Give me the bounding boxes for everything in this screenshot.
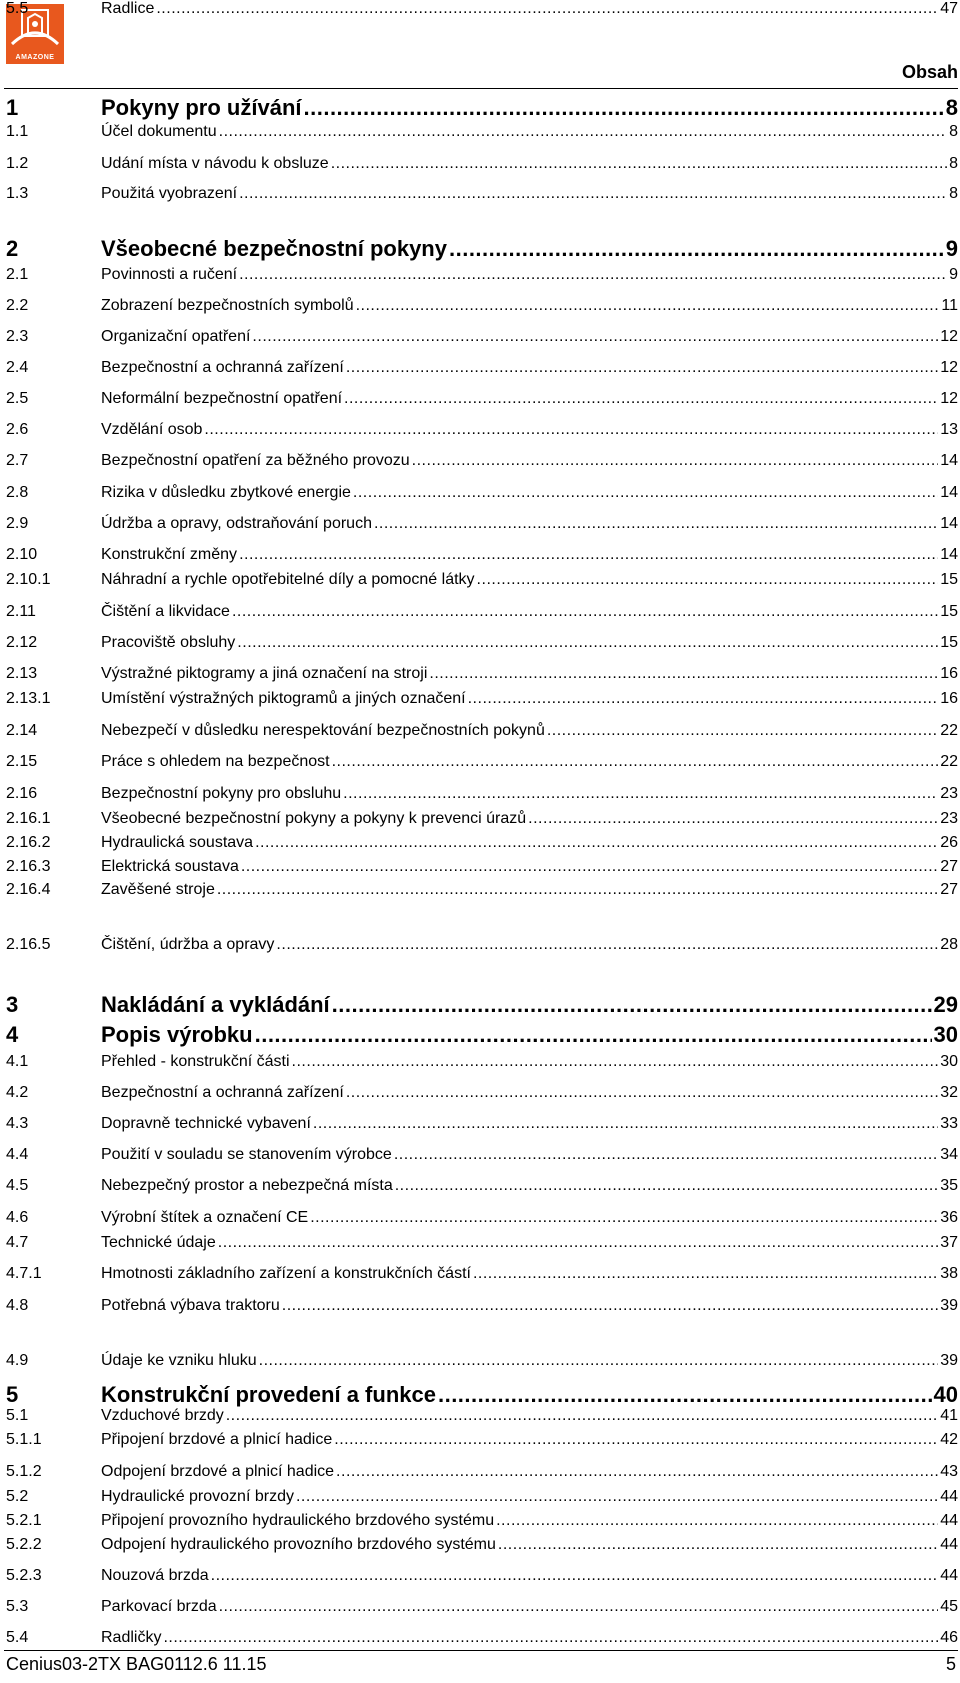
toc-entry-title: Připojení brzdové a plnicí hadice <box>101 1431 333 1448</box>
toc-entry-number: 2.11 <box>6 603 36 620</box>
toc-entry-number: 2.6 <box>6 421 29 438</box>
toc-dot-leader <box>276 936 938 954</box>
toc-dot-leader <box>353 484 938 502</box>
toc-entry-number: 5.1.1 <box>6 1431 42 1448</box>
toc-entry-number: 5.2.1 <box>6 1512 42 1529</box>
toc-entry-page: 32 <box>940 1084 958 1101</box>
page-header-title: Obsah <box>901 62 958 82</box>
toc-entry-number: 2.9 <box>6 515 29 532</box>
toc-entry-page: 9 <box>945 236 958 261</box>
toc-dot-leader <box>343 785 938 803</box>
toc-entry[interactable] <box>6 936 958 954</box>
toc-entry-page: 44 <box>940 1567 958 1584</box>
toc-entry-title: Umístění výstražných piktogramů a jiných označení <box>101 690 466 707</box>
toc-entry-page: 22 <box>940 753 958 770</box>
toc-entry-page: 22 <box>940 722 958 739</box>
toc-entry[interactable] <box>6 452 958 470</box>
toc-entry-number: 2.16 <box>6 785 38 802</box>
toc-dot-leader <box>232 603 938 621</box>
toc-entry-page: 44 <box>940 1536 958 1553</box>
toc-entry-number: 2.16.5 <box>6 936 51 953</box>
toc-entry[interactable] <box>6 1022 958 1048</box>
toc-entry[interactable] <box>6 1053 958 1071</box>
toc-entry[interactable] <box>6 1407 958 1425</box>
toc-entry[interactable] <box>6 810 958 828</box>
toc-entry-page: 44 <box>940 1512 958 1529</box>
toc-entry-title: Elektrická soustava <box>101 858 239 875</box>
toc-entry-title: Bezpečnostní a ochranná zařízení <box>101 359 344 376</box>
toc-entry-page: 12 <box>940 328 958 345</box>
toc-entry-number: 5.5 <box>6 0 29 17</box>
toc-entry-title: Zavěšené stroje <box>101 881 215 898</box>
toc-entry-title: Povinnosti a ručení <box>101 266 238 283</box>
toc-entry-title: Výstražné piktogramy a jiná označení na stroji <box>101 665 428 682</box>
toc-entry-title: Všeobecné bezpečnostní pokyny a pokyny k prevenci úrazů <box>101 810 527 827</box>
toc-entry-title: Hmotnosti základního zařízení a konstrukčních částí <box>101 1265 471 1282</box>
toc-entry-number: 4.5 <box>6 1177 29 1194</box>
toc-entry-title: Radličky <box>101 1629 162 1646</box>
toc-entry[interactable] <box>6 484 958 502</box>
toc-entry-page: 41 <box>940 1407 958 1424</box>
toc-entry-title: Nakládání a vykládání <box>101 992 330 1017</box>
toc-entry-number: 5.3 <box>6 1598 29 1615</box>
toc-dot-leader <box>498 1536 938 1554</box>
toc-entry-title: Bezpečnostní a ochranná zařízení <box>101 1084 344 1101</box>
toc-entry-page: 37 <box>940 1234 958 1251</box>
toc-dot-leader <box>292 1053 939 1071</box>
toc-entry-number: 2.1 <box>6 266 29 283</box>
toc-entry-title: Bezpečnostní pokyny pro obsluhu <box>101 785 342 802</box>
toc-entry-page: 15 <box>940 603 958 620</box>
toc-entry-title: Vzduchové brzdy <box>101 1407 224 1424</box>
toc-entry[interactable] <box>6 1146 958 1164</box>
toc-entry-number: 2.10.1 <box>6 571 51 588</box>
toc-entry-title: Nouzová brzda <box>101 1567 209 1584</box>
toc-entry-page: 12 <box>940 359 958 376</box>
toc-entry[interactable] <box>6 123 958 141</box>
toc-entry-number: 4.1 <box>6 1053 29 1070</box>
toc-entry-page: 14 <box>940 484 958 501</box>
toc-entry-title: Parkovací brzda <box>101 1598 217 1615</box>
toc-entry-title: Hydraulické provozní brzdy <box>101 1488 294 1505</box>
footer-document-id: Cenius03-2TX BAG0112.6 11.15 <box>6 1654 267 1674</box>
toc-entry[interactable] <box>6 515 958 533</box>
toc-entry-number: 5.2 <box>6 1488 29 1505</box>
toc-entry[interactable] <box>6 0 958 18</box>
toc-entry-title: Dopravně technické vybavení <box>101 1115 311 1132</box>
toc-entry-title: Výrobní štítek a označení CE <box>101 1209 309 1226</box>
toc-dot-leader <box>259 1352 939 1370</box>
toc-entry-page: 12 <box>940 390 958 407</box>
toc-entry-number: 2.3 <box>6 328 29 345</box>
toc-entry-number: 2.7 <box>6 452 29 469</box>
toc-entry[interactable] <box>6 722 958 740</box>
toc-entry[interactable] <box>6 95 958 121</box>
toc-dot-leader <box>344 390 938 408</box>
toc-entry-title: Čištění, údržba a opravy <box>101 936 275 953</box>
toc-entry[interactable] <box>6 634 958 652</box>
toc-dot-leader <box>282 1297 938 1315</box>
toc-dot-leader <box>356 297 940 315</box>
toc-entry-number: 2 <box>6 236 19 261</box>
toc-entry-page: 28 <box>940 936 958 953</box>
toc-entry-number: 2.16.2 <box>6 834 51 851</box>
toc-entry[interactable] <box>6 603 958 621</box>
toc-entry[interactable] <box>6 546 958 564</box>
toc-dot-leader <box>346 1084 938 1102</box>
toc-entry-title: Vzdělání osob <box>101 421 203 438</box>
toc-entry-number: 5 <box>6 1382 19 1407</box>
toc-dot-leader <box>296 1488 938 1506</box>
toc-entry-title: Odpojení hydraulického provozního brzdového systému <box>101 1536 496 1553</box>
toc-entry[interactable] <box>6 297 958 315</box>
toc-entry[interactable] <box>6 665 958 683</box>
toc-dot-leader <box>211 1567 939 1585</box>
toc-dot-leader <box>237 634 938 652</box>
toc-dot-leader <box>374 515 938 533</box>
toc-dot-leader <box>304 95 944 121</box>
toc-entry-page: 46 <box>940 1629 958 1646</box>
toc-entry-number: 4.2 <box>6 1084 29 1101</box>
toc-entry-number: 4.7.1 <box>6 1265 42 1282</box>
toc-entry-title: Přehled - konstrukční části <box>101 1053 290 1070</box>
toc-dot-leader <box>473 1265 938 1283</box>
toc-entry-page: 47 <box>940 0 958 17</box>
toc-dot-leader <box>239 266 947 284</box>
toc-entry-page: 8 <box>949 155 958 172</box>
toc-entry-page: 27 <box>940 881 958 898</box>
toc-entry-title: Zobrazení bezpečnostních symbolů <box>101 297 354 314</box>
toc-entry-page: 36 <box>940 1209 958 1226</box>
toc-entry-page: 9 <box>949 266 958 283</box>
toc-dot-leader <box>239 546 938 564</box>
toc-dot-leader <box>313 1115 938 1133</box>
toc-dot-leader <box>346 359 938 377</box>
toc-entry-number: 4.9 <box>6 1352 29 1369</box>
toc-entry[interactable] <box>6 1536 958 1554</box>
toc-entry-title: Pokyny pro užívání <box>101 95 302 120</box>
toc-dot-leader <box>204 421 938 439</box>
toc-dot-leader <box>394 1146 938 1164</box>
toc-entry[interactable] <box>6 266 958 284</box>
toc-entry-number: 2.4 <box>6 359 29 376</box>
toc-dot-leader <box>477 571 939 589</box>
toc-entry-title: Použití v souladu se stanovením výrobce <box>101 1146 392 1163</box>
toc-entry-title: Potřebná výbava traktoru <box>101 1297 280 1314</box>
toc-entry[interactable] <box>6 1382 958 1408</box>
toc-entry-number: 2.8 <box>6 484 29 501</box>
toc-entry-title: Nebezpečný prostor a nebezpečná místa <box>101 1177 393 1194</box>
toc-entry-number: 2.5 <box>6 390 29 407</box>
toc-entry[interactable] <box>6 1488 958 1506</box>
toc-dot-leader <box>429 665 938 683</box>
toc-entry-page: 30 <box>933 1022 958 1047</box>
toc-entry[interactable] <box>6 571 958 589</box>
toc-entry[interactable] <box>6 1297 958 1315</box>
toc-entry-number: 5.1 <box>6 1407 29 1424</box>
toc-entry-title: Pracoviště obsluhy <box>101 634 236 651</box>
toc-entry-number: 4.7 <box>6 1234 29 1251</box>
toc-dot-leader <box>547 722 938 740</box>
toc-entry-page: 13 <box>940 421 958 438</box>
toc-dot-leader <box>239 185 947 203</box>
toc-entry[interactable] <box>6 690 958 708</box>
toc-dot-leader <box>241 858 938 876</box>
toc-entry[interactable] <box>6 1265 958 1283</box>
toc-entry[interactable] <box>6 185 958 203</box>
toc-dot-leader <box>217 881 938 899</box>
toc-entry-number: 5.1.2 <box>6 1463 42 1480</box>
toc-dot-leader <box>412 452 939 470</box>
toc-dot-leader <box>528 810 938 828</box>
toc-entry-title: Nebezpečí v důsledku nerespektování bezpečnostních pokynů <box>101 722 545 739</box>
toc-entry-number: 1.1 <box>6 123 29 140</box>
toc-entry-number: 2.15 <box>6 753 38 770</box>
toc-entry-page: 8 <box>945 95 958 120</box>
toc-entry-page: 38 <box>940 1265 958 1282</box>
toc-entry-number: 2.2 <box>6 297 29 314</box>
toc-entry-number: 3 <box>6 992 19 1017</box>
toc-entry-number: 2.13.1 <box>6 690 51 707</box>
toc-entry-title: Udání místa v návodu k obsluze <box>101 155 329 172</box>
toc-dot-leader <box>332 753 939 771</box>
toc-entry-title: Čištění a likvidace <box>101 603 230 620</box>
toc-entry-page: 33 <box>940 1115 958 1132</box>
toc-dot-leader <box>156 0 938 18</box>
toc-entry-page: 42 <box>940 1431 958 1448</box>
toc-entry-page: 30 <box>940 1053 958 1070</box>
toc-entry-number: 2.10 <box>6 546 38 563</box>
toc-entry-title: Bezpečnostní opatření za běžného provozu <box>101 452 410 469</box>
toc-entry-title: Hydraulická soustava <box>101 834 254 851</box>
toc-dot-leader <box>163 1629 938 1647</box>
toc-dot-leader <box>395 1177 938 1195</box>
toc-entry[interactable] <box>6 390 958 408</box>
toc-entry-number: 2.12 <box>6 634 38 651</box>
footer-page-number: 5 <box>945 1654 956 1674</box>
toc-entry[interactable] <box>6 1209 958 1227</box>
toc-dot-leader <box>255 1022 932 1048</box>
toc-entry-number: 4.6 <box>6 1209 29 1226</box>
toc-entry-page: 14 <box>940 546 958 563</box>
toc-entry-number: 4.8 <box>6 1297 29 1314</box>
toc-entry[interactable] <box>6 834 958 852</box>
toc-entry[interactable] <box>6 1567 958 1585</box>
toc-entry[interactable] <box>6 858 958 876</box>
toc-entry-number: 4.4 <box>6 1146 29 1163</box>
toc-entry[interactable] <box>6 753 958 771</box>
toc-entry[interactable] <box>6 155 958 173</box>
toc-entry-number: 1.3 <box>6 185 29 202</box>
toc-dot-leader <box>252 328 938 346</box>
toc-entry-page: 29 <box>933 992 958 1017</box>
toc-entry-page: 11 <box>941 297 958 314</box>
toc-entry-page: 14 <box>940 515 958 532</box>
toc-entry-number: 2.14 <box>6 722 38 739</box>
toc-entry-title: Technické údaje <box>101 1234 216 1251</box>
toc-entry-page: 34 <box>940 1146 958 1163</box>
toc-entry[interactable] <box>6 1629 958 1647</box>
toc-entry[interactable] <box>6 328 958 346</box>
toc-entry-title: Konstrukční provedení a funkce <box>101 1382 436 1407</box>
toc-entry-page: 15 <box>940 571 958 588</box>
toc-entry-number: 2.16.4 <box>6 881 51 898</box>
toc-entry[interactable] <box>6 881 958 899</box>
toc-entry-title: Připojení provozního hydraulického brzdového systému <box>101 1512 495 1529</box>
toc-entry-title: Rizika v důsledku zbytkové energie <box>101 484 351 501</box>
toc-entry-page: 43 <box>940 1463 958 1480</box>
toc-entry-page: 40 <box>933 1382 958 1407</box>
toc-entry-title: Náhradní a rychle opotřebitelné díly a pomocné látky <box>101 571 475 588</box>
toc-entry[interactable] <box>6 1084 958 1102</box>
toc-entry-number: 2.13 <box>6 665 38 682</box>
toc-entry[interactable] <box>6 1463 958 1481</box>
toc-entry-page: 45 <box>940 1598 958 1615</box>
toc-dot-leader <box>219 1598 939 1616</box>
toc-entry-title: Neformální bezpečnostní opatření <box>101 390 343 407</box>
toc-entry-title: Konstrukční změny <box>101 546 238 563</box>
toc-entry-title: Účel dokumentu <box>101 123 217 140</box>
toc-dot-leader <box>468 690 939 708</box>
toc-entry-page: 14 <box>940 452 958 469</box>
toc-entry[interactable] <box>6 1115 958 1133</box>
toc-entry[interactable] <box>6 1234 958 1252</box>
logo-text: AMAZONE <box>15 54 55 61</box>
toc-entry[interactable] <box>6 1598 958 1616</box>
toc-entry-number: 5.2.2 <box>6 1536 42 1553</box>
toc-entry-page: 8 <box>949 123 958 140</box>
toc-entry[interactable] <box>6 359 958 377</box>
toc-dot-leader <box>496 1512 938 1530</box>
toc-entry-title: Údaje ke vzniku hluku <box>101 1352 257 1369</box>
toc-entry-number: 5.2.3 <box>6 1567 42 1584</box>
toc-entry-number: 4 <box>6 1022 19 1047</box>
toc-entry-page: 23 <box>940 785 958 802</box>
toc-dot-leader <box>334 1431 938 1449</box>
toc-entry-page: 44 <box>940 1488 958 1505</box>
toc-entry-title: Práce s ohledem na bezpečnost <box>101 753 330 770</box>
toc-dot-leader <box>331 155 947 173</box>
header-divider <box>4 88 958 89</box>
footer-divider <box>4 1650 958 1651</box>
toc-entry-page: 39 <box>940 1297 958 1314</box>
toc-dot-leader <box>310 1209 938 1227</box>
toc-dot-leader <box>226 1407 938 1425</box>
toc-entry-title: Údržba a opravy, odstraňování poruch <box>101 515 372 532</box>
toc-entry[interactable] <box>6 1352 958 1370</box>
toc-dot-leader <box>449 236 944 262</box>
toc-entry-page: 8 <box>949 185 958 202</box>
toc-entry-page: 26 <box>940 834 958 851</box>
toc-entry[interactable] <box>6 421 958 439</box>
toc-entry-title: Odpojení brzdové a plnicí hadice <box>101 1463 335 1480</box>
toc-dot-leader <box>219 123 947 141</box>
toc-entry-title: Radlice <box>101 0 155 17</box>
toc-entry[interactable] <box>6 1431 958 1449</box>
toc-entry-number: 1.2 <box>6 155 29 172</box>
toc-entry-number: 2.16.3 <box>6 858 51 875</box>
toc-entry-number: 2.16.1 <box>6 810 51 827</box>
toc-entry[interactable] <box>6 236 958 262</box>
toc-entry-title: Popis výrobku <box>101 1022 253 1047</box>
toc-entry[interactable] <box>6 1512 958 1530</box>
toc-entry-page: 16 <box>940 690 958 707</box>
toc-dot-leader <box>438 1382 932 1408</box>
toc-dot-leader <box>255 834 938 852</box>
toc-entry[interactable] <box>6 785 958 803</box>
toc-entry-number: 5.4 <box>6 1629 29 1646</box>
toc-dot-leader <box>218 1234 938 1252</box>
toc-entry-page: 23 <box>940 810 958 827</box>
toc-entry-number: 4.3 <box>6 1115 29 1132</box>
toc-entry-page: 35 <box>940 1177 958 1194</box>
toc-entry[interactable] <box>6 992 958 1018</box>
toc-entry[interactable] <box>6 1177 958 1195</box>
toc-entry-title: Organizační opatření <box>101 328 251 345</box>
toc-entry-page: 16 <box>940 665 958 682</box>
toc-entry-page: 15 <box>940 634 958 651</box>
toc-entry-page: 39 <box>940 1352 958 1369</box>
toc-entry-number: 1 <box>6 95 19 120</box>
toc-dot-leader <box>336 1463 938 1481</box>
toc-entry-title: Použitá vyobrazení <box>101 185 238 202</box>
toc-entry-page: 27 <box>940 858 958 875</box>
toc-entry-title: Všeobecné bezpečnostní pokyny <box>101 236 447 261</box>
toc-dot-leader <box>332 992 932 1018</box>
